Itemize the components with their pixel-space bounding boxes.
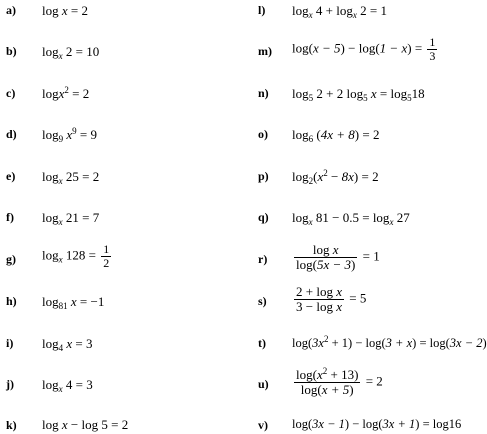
problem-label-a: a): [6, 3, 16, 17]
problem-label-n: n): [258, 86, 269, 100]
problem-label-q: q): [258, 210, 269, 224]
equation-e: $\log_x 25 = 2$: [42, 169, 100, 186]
equation-b: $\log_x 2 = 10$: [42, 44, 100, 61]
equation-o: $\log_6 (4x + 8) = 2$: [292, 127, 380, 144]
equation-d: $\log_9 x^9 = 9$: [42, 126, 97, 144]
equation-k: log x − log 5 = 2: [42, 417, 129, 432]
problem-label-b: b): [6, 44, 17, 58]
problem-label-j: j): [6, 377, 14, 391]
fraction-one-third: $\frac{1}{3}$: [429, 35, 436, 63]
equation-f: $\log_x 21 = 7$: [42, 210, 100, 227]
equation-l: $\log_x 4 + \log_x 2 = 1$: [292, 3, 387, 20]
problem-label-c: c): [6, 86, 16, 100]
problem-label-d: d): [6, 127, 17, 141]
equation-a: log x = 2: [42, 3, 88, 18]
problem-label-k: k): [6, 418, 17, 432]
equation-p: $\log_2(x^2 - 8x) = 2$: [292, 168, 379, 186]
problem-label-v: v): [258, 418, 268, 432]
equation-v: log(3x − 1) − log(3x + 1) = log16: [292, 417, 462, 431]
equation-t: $\log(3x^2 + 1) - \log(3 + x) = \log(3x - 2)$: [292, 334, 487, 350]
problem-label-t: t): [258, 336, 266, 350]
problem-label-r: r): [258, 252, 268, 266]
equation-j: $\log_x 4 = 3$: [42, 377, 93, 394]
equation-c: logx$^2$ = 2: [42, 85, 90, 101]
equation-q: $\log_x 81 - 0.5 = \log_x 27$: [292, 210, 410, 227]
problem-label-p: p): [258, 169, 269, 183]
problem-label-o: o): [258, 127, 268, 141]
problem-label-u: u): [258, 377, 269, 391]
problem-label-g: g): [6, 252, 16, 266]
fraction-one-half: $\frac{1}{2}$: [103, 242, 110, 270]
fraction-s: $\frac{\text{2 + log x}}{\text{3 − log x}}$: [296, 284, 342, 314]
equation-n: $\log_5 2 + 2$ $\log_5 x = \log_518$: [292, 86, 425, 103]
problem-label-i: i): [6, 336, 14, 350]
problem-label-s: s): [258, 294, 267, 308]
equation-s: $\frac{\text{2 + log x}}{\text{3 − log x}}$ = 5: [296, 284, 367, 314]
fraction-r: $\frac{\text{log x}}{\log(5x - 3)}$: [296, 242, 356, 272]
problem-label-f: f): [6, 210, 14, 224]
equation-g: $\log_x 128$ = $\frac{1}{2}$: [42, 242, 110, 270]
equation-h: $\log_{81} x = -1$: [42, 294, 105, 311]
problem-label-h: h): [6, 294, 17, 308]
equation-m: log(x − 5) − log(1 − x) = $\frac{1}{3}$: [292, 35, 436, 63]
fraction-u: $\frac{\log(x^2 + 13)}{\log(x + 5)}$: [296, 366, 359, 397]
problem-label-m: m): [258, 44, 272, 58]
problem-label-e: e): [6, 169, 16, 183]
equation-i: $\log_4 x = 3$: [42, 336, 93, 353]
equation-r: $\frac{\text{log x}}{\log(5x - 3)}$ = 1: [296, 242, 380, 272]
problem-label-l: l): [258, 3, 266, 17]
equation-u: $\frac{\log(x^2 + 13)}{\log(x + 5)}$ = 2: [296, 366, 383, 397]
